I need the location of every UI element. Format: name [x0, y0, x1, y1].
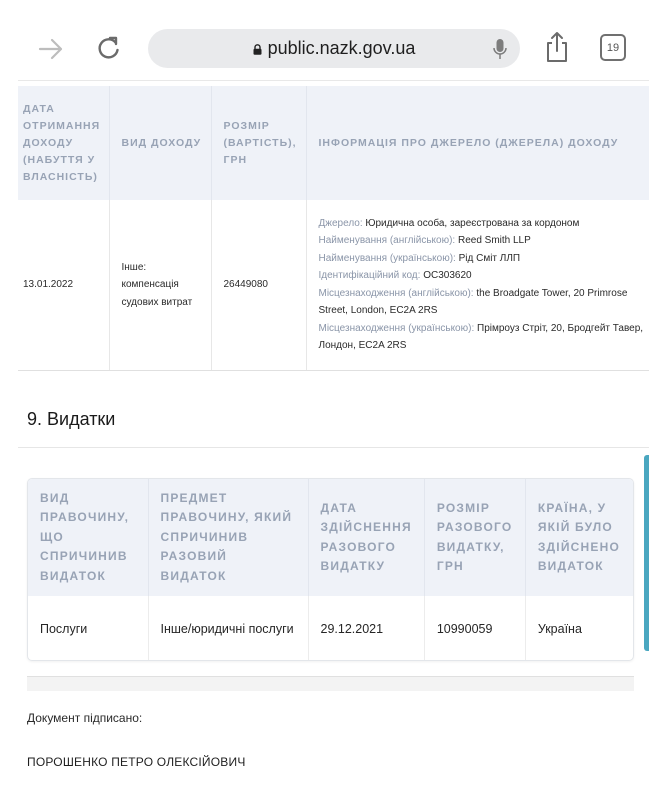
tab-count: 19 — [606, 41, 620, 54]
source-line: Джерело: Юридична особа, зареєстрована за кордоном — [318, 217, 580, 229]
header-deal-type: ВИД ПРАВОЧИНУ, ЩО СПРИЧИНИВ ВИДАТОК — [28, 479, 148, 596]
expense-country: Україна — [537, 621, 582, 636]
header-income-type: ВИД ДОХОДУ — [109, 86, 211, 200]
source-line: Найменування (англійською): Reed Smith LLP — [318, 235, 531, 247]
income-type: Інше: компенсація судових витрат — [109, 200, 211, 370]
source-line: Місцезнаходження (українською): Прімроуз Стріт, 20, Бродгейт Тавер, Лондон, EC2A 2RS — [318, 322, 644, 352]
lock-icon — [253, 44, 262, 55]
income-source-info — [306, 200, 649, 370]
arrow-right-icon — [37, 37, 65, 61]
signed-label: Документ підписано: — [27, 711, 143, 725]
header-deal-subject: ПРЕДМЕТ ПРАВОЧИНУ, ЯКИЙ СПРИЧИНИВ РАЗОВИЙ ВИДАТОК — [148, 479, 308, 596]
income-date: 13.01.2022 — [18, 200, 109, 370]
header-income-source: ІНФОРМАЦІЯ ПРО ДЖЕРЕЛО (ДЖЕРЕЛА) ДОХОДУ — [306, 86, 649, 200]
deal-subject: Інше/юридичні послуги — [148, 596, 308, 661]
forward-button[interactable] — [36, 34, 66, 64]
divider — [18, 447, 649, 448]
share-icon — [544, 31, 570, 63]
url-text: public.nazk.gov.ua — [267, 38, 416, 58]
expenses-card — [27, 478, 634, 661]
source-line: Найменування (українською): Рід Сміт ЛЛП — [318, 252, 521, 264]
address-bar[interactable] — [148, 29, 520, 68]
expenses-table — [28, 479, 633, 661]
reload-button[interactable] — [94, 33, 124, 63]
source-line: Ідентифікаційний код: OC303620 — [318, 270, 472, 282]
income-table — [18, 86, 649, 371]
divider — [18, 80, 649, 81]
expenses-table-header — [28, 479, 633, 596]
tabs-button[interactable] — [600, 34, 626, 61]
browser-toolbar — [0, 0, 649, 80]
footer-bar — [27, 677, 634, 691]
share-button[interactable] — [542, 30, 572, 64]
microphone-icon[interactable] — [492, 38, 508, 60]
header-income-amount: РОЗМІР (ВАРТІСТЬ), ГРН — [211, 86, 306, 200]
deal-type: Послуги — [28, 596, 148, 661]
table-row — [28, 596, 633, 661]
income-amount: 26449080 — [211, 200, 306, 370]
table-row — [18, 200, 649, 370]
scroll-indicator[interactable] — [644, 455, 649, 651]
source-line: Місцезнаходження (англійською): the Broadgate Tower, 20 Primrose Street, London, EC2A 2RS — [318, 287, 628, 317]
header-expense-date: ДАТА ЗДІЙСНЕННЯ РАЗОВОГО ВИДАТКУ — [308, 479, 424, 596]
expense-amount: 10990059 — [424, 596, 525, 661]
reload-icon — [96, 34, 122, 62]
signer-name: ПОРОШЕНКО ПЕТРО ОЛЕКСІЙОВИЧ — [27, 755, 246, 769]
header-expense-country: КРАЇНА, У ЯКІЙ БУЛО ЗДІЙСНЕНО ВИДАТОК — [525, 479, 633, 596]
header-income-date: ДАТА ОТРИМАННЯ ДОХОДУ (НАБУТТЯ У ВЛАСНІСТЬ) — [18, 86, 109, 200]
expense-date: 29.12.2021 — [308, 596, 424, 661]
header-expense-amount: РОЗМІР РАЗОВОГО ВИДАТКУ, ГРН — [424, 479, 525, 596]
section-title: 9. Видатки — [27, 409, 116, 429]
income-table-header — [18, 86, 649, 200]
